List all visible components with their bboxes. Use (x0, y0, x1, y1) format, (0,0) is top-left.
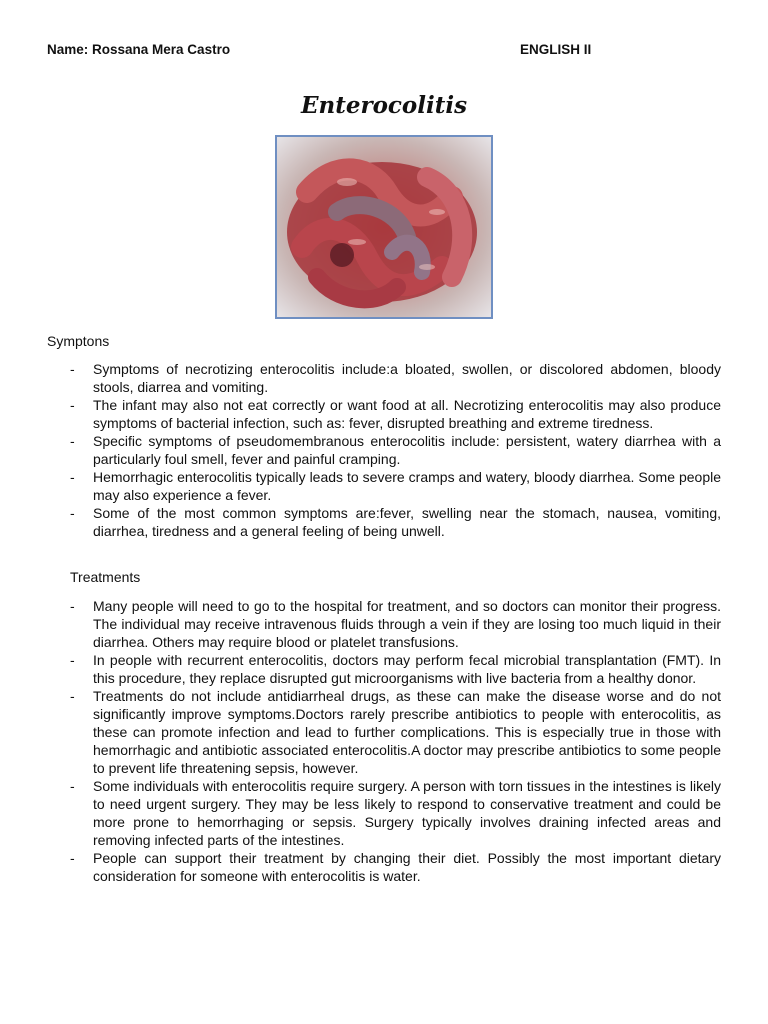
bullet-dash: - (70, 598, 75, 614)
list-item: - Many people will need to go to the hospital for treatment, and so doctors can monitor their progress. The individual may receive intravenous fluids through a vein if they are losing too much liquid in their diarrhea. Others may require blood or platelet transfusions. (70, 598, 721, 650)
bullet-dash: - (70, 505, 75, 521)
document-header (47, 42, 607, 57)
symptoms-heading: Symptons (47, 333, 110, 349)
list-item: - Symptoms of necrotizing enterocolitis include:a bloated, swollen, or discolored abdomen, bloody stools, diarrea and vomiting. (70, 361, 721, 395)
list-item: - Specific symptoms of pseudomembranous enterocolitis include: persistent, watery diarrhea with a particularly foul smell, fever and painful cramping. (70, 433, 721, 467)
student-name: Name: Rossana Mera Castro (47, 42, 231, 57)
intestine-photo (275, 135, 493, 319)
bullet-dash: - (70, 652, 75, 668)
bullet-dash: - (70, 778, 75, 794)
bullet-dash: - (70, 688, 75, 704)
list-item: - In people with recurrent enterocolitis, doctors may perform fecal microbial transplantation (FMT). In this procedure, they replace disrupted gut microorganisms with live bacteria from a healthy donor. (70, 652, 721, 686)
list-item: - Some of the most common symptoms are:fever, swelling near the stomach, nausea, vomiting, diarrhea, tiredness and a general feeling of being unwell. (70, 505, 721, 539)
bullet-dash: - (70, 361, 75, 377)
bullet-dash: - (70, 850, 75, 866)
page-title: Enterocolitis (300, 92, 468, 119)
bullet-dash: - (70, 397, 75, 413)
list-item: - People can support their treatment by changing their diet. Possibly the most important dietary consideration for someone with enterocolitis is water. (70, 850, 721, 884)
list-item: - Hemorrhagic enterocolitis typically leads to severe cramps and watery, bloody diarrhea. Some people may also experience a fever. (70, 469, 721, 503)
symptoms-list (70, 360, 721, 540)
treatments-heading: Treatments (70, 569, 141, 585)
treatments-list (70, 597, 721, 885)
list-item: - Some individuals with enterocolitis require surgery. A person with torn tissues in the intestines is likely to need urgent surgery. They may be less likely to respond to conservative treatment and could be more prone to hemorrhaging or sepsis. Surgery typically involves draining infected areas and removing infected parts of the intestines. (70, 778, 721, 848)
bullet-dash: - (70, 469, 75, 485)
intestine-illustration (277, 137, 491, 317)
bullet-dash: - (70, 433, 75, 449)
list-item: - The infant may also not eat correctly or want food at all. Necrotizing enterocolitis may also produce symptoms of bacterial infection, such as: fever, disrupted breathing and extreme tiredness. (70, 397, 721, 431)
list-item: - Treatments do not include antidiarrheal drugs, as these can make the disease worse and do not significantly improve symptoms.Doctors rarely prescribe antibiotics to people with enterocolitis, as these can promote infection and lead to further complications. This is especially true in those with hemorrhagic and antibiotic associated enterocolitis.A doctor may prescribe antibiotics to some people to prevent life threatening sepsis, however. (70, 688, 721, 776)
course-name: ENGLISH II (520, 42, 592, 57)
